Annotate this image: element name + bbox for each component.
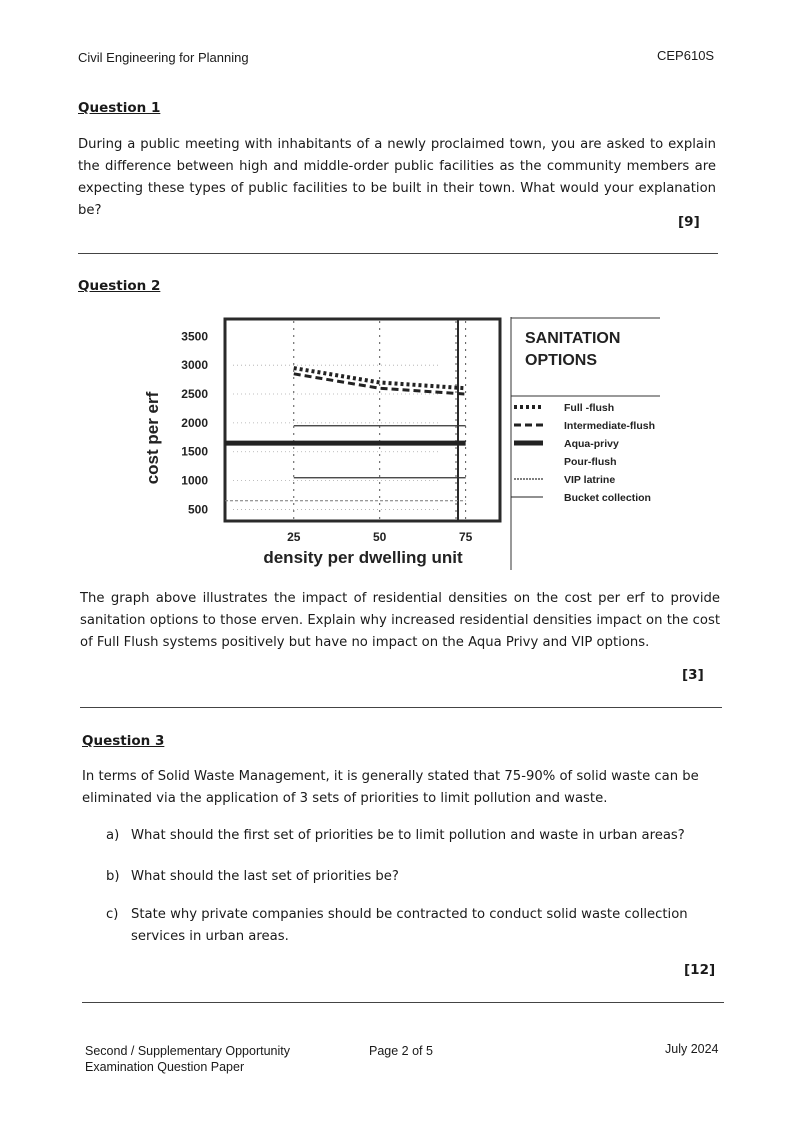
legend-label-bucket-collection: Bucket collection [564,492,651,504]
question-1-marks: [9] [678,214,700,230]
question-3a-label: a) [106,828,120,843]
y-tick-label-3500: 3500 [181,329,208,344]
y-tick-label-500: 500 [187,502,208,517]
question-3b-label: b) [106,869,120,884]
grid-layer [233,321,466,519]
legend-label-vip-latrine: VIP latrine [564,474,616,486]
y-tick-label-2500: 2500 [181,387,208,402]
course-code: CEP610S [657,48,715,63]
section-divider [82,1002,724,1003]
question-3-intro: In terms of Solid Waste Management, it is generally stated that 75-90% of solid waste can be eliminated via the application of 3 sets of priorities to limit pollution and waste. [82,769,699,806]
y-tick-label-2000: 2000 [181,415,208,430]
footer-paper-type: Examination Question Paper [85,1060,245,1074]
footer-page-number: Page 2 of 5 [369,1044,433,1058]
question-2-title: Question 2 [78,278,161,294]
question-3-marks: [12] [684,962,716,978]
x-axis-title: density per dwelling unit [263,548,463,567]
sanitation-chart [138,310,668,572]
course-title: Civil Engineering for Planning [78,50,249,65]
series-line-intermediate-flush [294,374,466,394]
sanitation-chart-svg [138,310,668,572]
x-tick-label-25: 25 [287,530,301,544]
legend-layer [511,402,655,504]
legend-label-full-flush: Full -flush [564,402,615,414]
y-axis-title: cost per erf [143,391,162,485]
question-3c-label: c) [106,907,119,922]
legend-label-pour-flush: Pour-flush [564,456,617,468]
legend-label-aqua-privy: Aqua-privy [564,438,619,450]
question-2-text: The graph above illustrates the impact of residential densities on the cost per erf to provide sanitation options to those erven. Explain why increased residential densities impact on the cost of Full Flush systems positively but have no impact on the Aqua Privy and VIP options. [80,591,720,650]
question-3-title: Question 3 [82,733,165,749]
y-tick-label-1500: 1500 [181,444,208,459]
legend-label-intermediate-flush: Intermediate-flush [564,420,656,432]
question-3c-text: State why private companies should be contracted to conduct solid waste collection services in urban areas. [131,907,688,944]
section-divider [78,253,718,254]
x-tick-label-75: 75 [458,530,473,544]
legend-title-line-2: OPTIONS [525,352,598,369]
y-tick-label-3000: 3000 [181,358,208,373]
question-1-text: During a public meeting with inhabitants of a newly proclaimed town, you are asked to explain the difference between high and middle-order public facilities as the community members are expecting these types of public facilities to be built in their town. What would your explanation be? [78,137,716,218]
section-divider [80,707,722,708]
question-2-marks: [3] [682,667,704,683]
question-1-title: Question 1 [78,100,161,116]
footer-date: July 2024 [665,1042,719,1056]
footer-opportunity: Second / Supplementary Opportunity [85,1044,290,1058]
x-tick-label-50: 50 [373,530,387,544]
question-3b-text: What should the last set of priorities be? [131,869,399,884]
legend-title-line-1: SANITATION [525,330,621,347]
y-tick-label-1000: 1000 [181,473,208,488]
question-3a-text: What should the first set of priorities be to limit pollution and waste in urban areas? [131,828,685,843]
